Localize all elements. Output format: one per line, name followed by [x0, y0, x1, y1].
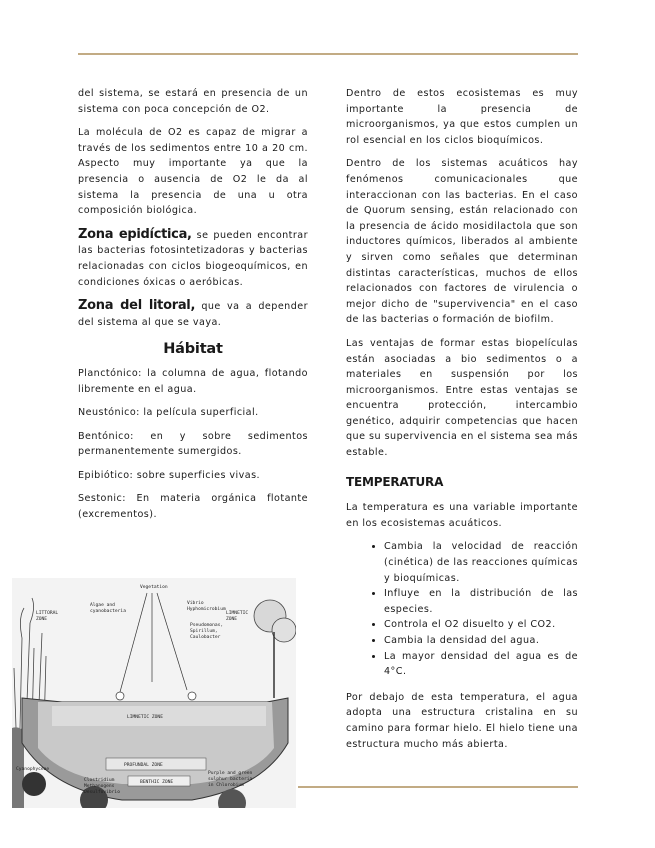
right-paragraph-2: Dentro de los sistemas acuáticos hay fenómenos comunicacionales que interaccionan con las bacterias. En el caso de Quorum sensing, están relacionado con la presencia de ácido mosidilactola que son inductores químicos, liberados al ambiente y sirven como señales que determinan distintas características, muchos de ellos relacionados con factores de virulencia o mejor dicho de "supervivencia" en el caso de las bacterias o formación de biofilm. — [346, 158, 578, 326]
label-littoral: LITTORAL — [36, 611, 59, 616]
label-clostridium-1: Clostridium — [84, 778, 115, 783]
label-pseudo-1: Pseudomonas, — [190, 623, 224, 628]
label-limnetic-2: ZONE — [226, 617, 238, 622]
habitat-neustonico: Neustónico: la película superficial. — [78, 407, 259, 419]
list-item: • Influye en la distribución de las especies. — [384, 586, 578, 617]
left-paragraph-2: La molécula de O2 es capaz de migrar a través de los sedimentos entre 10 a 20 cm. Aspecto muy importante ya que la presencia o ausencia de O2 le da al sistema la presencia de una u otra composición biológica. — [78, 127, 308, 217]
bottom-rule — [298, 786, 578, 788]
habitat-bentonico: Bentónico: en y sobre sedimentos permanentemente sumergidos. — [78, 430, 308, 458]
temperature-effects-list — [346, 539, 578, 679]
right-column — [346, 86, 578, 760]
list-item: • La mayor densidad del agua es de 4°C. — [384, 649, 578, 680]
label-algae-2: cyanobacteria — [90, 609, 126, 614]
label-purple-2: sulphur bacteria — [208, 777, 253, 782]
label-littoral-2: ZONE — [36, 617, 48, 622]
right-paragraph-1: Dentro de estos ecosistemas es muy importante la presencia de microorganismos, ya que estos cumplen un rol esencial en los ciclos bioquímicos. — [346, 88, 578, 146]
label-purple-3: in Chlorobium — [208, 783, 244, 788]
right-paragraph-3: Las ventajas de formar estas biopelículas están asociadas a bio sedimentos o a materiales en suspensión por los microorganismos. Entre estas ventajas se encuentra protección, intercambio genético, adquirir competencias que hacen que su supervivencia en el sistema sea más estable. — [346, 337, 578, 459]
right-paragraph-5: Por debajo de esta temperatura, el agua adopta una estructura cristalina en su camino para formar hielo. El hielo tiene una estructura mucho más abierta. — [346, 691, 578, 750]
right-paragraph-4: La temperatura es una variable importante en los ecosistemas acuáticos. — [346, 502, 578, 529]
left-column — [78, 86, 308, 531]
zona-litoral-title: Zona del litoral, — [78, 298, 196, 314]
list-item: • Cambia la velocidad de reacción (cinética) de las reacciones químicas y bioquímicas. — [384, 539, 578, 586]
top-rule — [78, 53, 578, 55]
label-profundal: PROFUNDAL ZONE — [124, 763, 163, 768]
label-epilimnetic: LIMNETIC ZONE — [127, 715, 163, 720]
list-item: • Controla el O2 disuelto y el CO2. — [384, 617, 578, 633]
label-clostridium-3: Desulfovibrio — [84, 790, 120, 795]
label-clostridium-2: Methanogens — [84, 784, 115, 789]
label-purple-1: Purple and green — [208, 771, 253, 776]
zona-epidictica-title: Zona epidíctica, — [78, 226, 192, 242]
label-algae-1: Algae and — [90, 603, 115, 608]
list-item: • Cambia la densidad del agua. — [384, 633, 578, 649]
label-pseudo-3: Caulobacter — [190, 635, 221, 640]
aquatic-zones-diagram — [12, 578, 296, 808]
zona-litoral-paragraph — [78, 298, 308, 330]
habitat-sestonic: Sestonic: En materia orgánica flotante (excrementos). — [78, 493, 308, 521]
habitat-planctonico: Planctónico: la columna de agua, flotando libremente en el agua. — [78, 367, 308, 395]
zona-litoral-text: que va a depender del sistema al que se vaya. — [78, 301, 308, 328]
label-vegetation: Vegetation — [140, 585, 168, 590]
label-benthic: BENTHIC ZONE — [140, 780, 174, 785]
label-vibrio-1: Vibrio — [187, 601, 204, 606]
temperatura-heading: TEMPERATURA — [346, 474, 444, 489]
habitat-heading: Hábitat — [163, 341, 223, 358]
zona-epidictica-paragraph — [78, 227, 308, 290]
left-paragraph-1: del sistema, se estará en presencia de un sistema con poca concepción de O2. — [78, 88, 308, 115]
habitat-epibiotico: Epibiótico: sobre superficies vivas. — [78, 469, 261, 481]
label-cyanophyceae: Cyanophyceae — [16, 767, 50, 772]
label-limnetic-1: LIMNETIC — [226, 611, 249, 616]
label-pseudo-2: Spirillum, — [190, 629, 218, 634]
label-vibrio-2: Hyphomicrobium — [187, 607, 226, 612]
zona-epidictica-text: se pueden encontrar las bacterias fotosintetizadoras y bacterias relacionadas con ciclos biogeoquímicos, en condiciones óxicas o aeróbicas. — [78, 229, 308, 288]
